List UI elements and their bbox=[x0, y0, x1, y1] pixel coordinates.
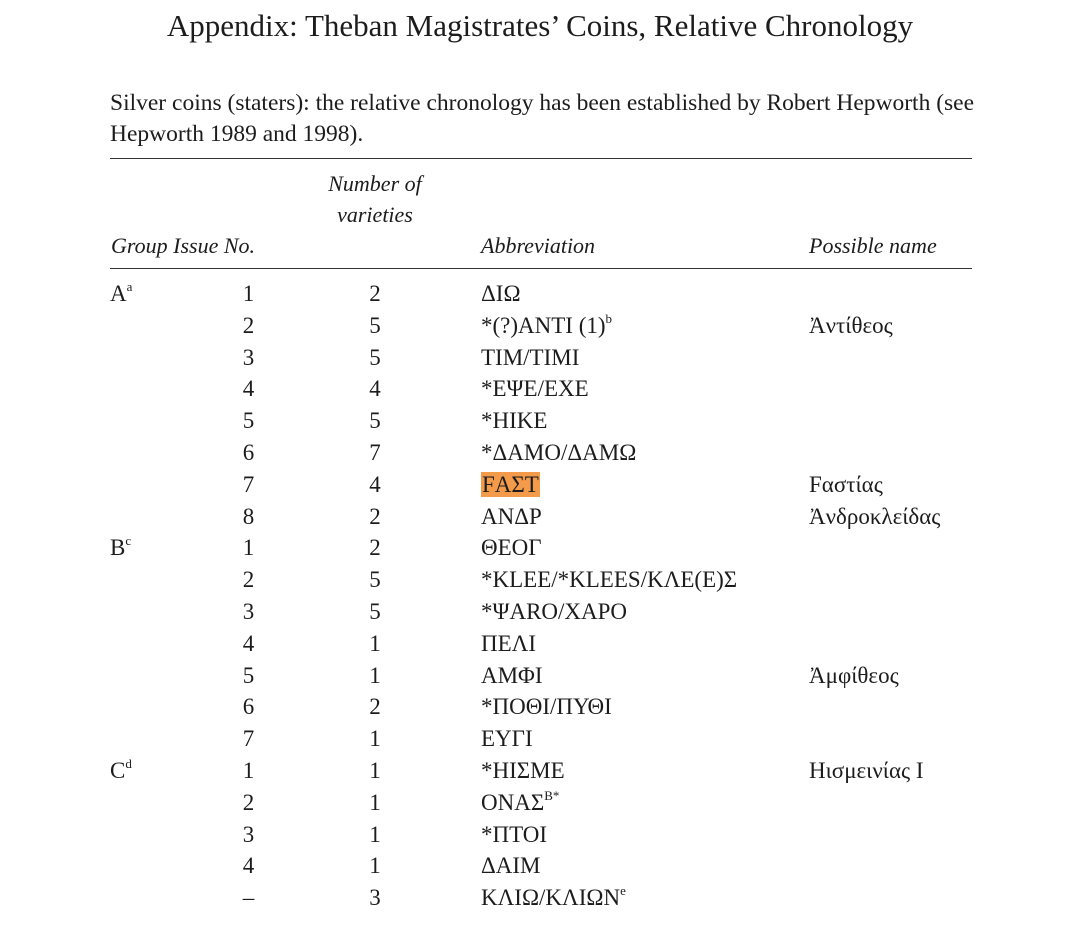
header-group-issue: Group Issue No. bbox=[111, 233, 256, 258]
varieties-count: 2 bbox=[369, 503, 381, 529]
table-row bbox=[0, 501, 1080, 533]
table-row bbox=[0, 755, 1080, 787]
abbreviation-cell bbox=[481, 691, 612, 723]
issue-number: 2 bbox=[242, 312, 255, 338]
abbreviation-text: FΑΣΤ bbox=[482, 471, 539, 497]
varieties-count: 1 bbox=[369, 821, 381, 847]
abbreviation-text: ΔΙΩ bbox=[481, 281, 521, 306]
abbreviation-cell bbox=[481, 373, 589, 405]
issue-number: 2 bbox=[242, 789, 255, 815]
table-row bbox=[0, 278, 1080, 310]
abbreviation-cell bbox=[481, 310, 612, 342]
varieties-count: 1 bbox=[369, 630, 381, 656]
issue-number: 6 bbox=[242, 694, 255, 720]
table-header-rule bbox=[110, 268, 972, 269]
table-body bbox=[0, 278, 1080, 914]
abbreviation-footnote-mark: b bbox=[605, 310, 613, 326]
table-row bbox=[0, 596, 1080, 628]
varieties-count: 3 bbox=[369, 885, 381, 911]
possible-name: Ἀνδροκλείδας bbox=[809, 503, 941, 529]
table-row bbox=[0, 532, 1080, 564]
abbreviation-text: *ΚLΕΕ/*ΚLΕΕS/ΚΛΕ(Ε)Σ bbox=[481, 567, 738, 593]
issue-number: 4 bbox=[242, 376, 255, 402]
abbreviation-cell bbox=[481, 755, 565, 787]
issue-number: 4 bbox=[242, 853, 255, 879]
group-label: B bbox=[110, 535, 126, 561]
table-row bbox=[0, 310, 1080, 342]
issue-number: 1 bbox=[242, 281, 255, 306]
varieties-count: 5 bbox=[369, 344, 381, 370]
table-row bbox=[0, 882, 1080, 914]
abbreviation-cell bbox=[481, 469, 540, 501]
issue-number: 1 bbox=[242, 757, 255, 783]
header-possible-name: Possible name bbox=[809, 233, 937, 258]
varieties-count: 7 bbox=[369, 439, 381, 465]
varieties-count: 1 bbox=[369, 726, 381, 752]
issue-number: 7 bbox=[242, 726, 255, 752]
abbreviation-text: *ΠΟΘΙ/ΠΥΘΙ bbox=[481, 694, 612, 720]
varieties-count: 5 bbox=[369, 567, 381, 593]
abbreviation-cell bbox=[481, 532, 542, 564]
issue-number: – bbox=[242, 885, 255, 911]
varieties-count: 4 bbox=[369, 376, 381, 402]
table-row bbox=[0, 564, 1080, 596]
abbreviation-cell bbox=[481, 882, 626, 914]
abbreviation-text: *ΕΨΕ/ΕΧΕ bbox=[481, 376, 589, 402]
abbreviation-footnote-mark: e bbox=[620, 883, 626, 899]
possible-name: Ἀντίθεος bbox=[809, 312, 893, 338]
varieties-count: 5 bbox=[369, 598, 381, 624]
issue-number: 5 bbox=[242, 662, 255, 688]
abbreviation-text: ΤΙΜ/ΤΙΜΙ bbox=[481, 344, 580, 370]
abbreviation-text: *ΗΙΣΜΕ bbox=[481, 757, 565, 783]
header-abbreviation: Abbreviation bbox=[481, 233, 596, 258]
abbreviation-cell bbox=[481, 787, 559, 819]
varieties-count: 5 bbox=[369, 312, 381, 338]
group-label: C bbox=[110, 757, 126, 783]
abbreviation-text: ΑΝΔΡ bbox=[481, 503, 542, 529]
issue-number: 3 bbox=[242, 344, 255, 370]
table-top-rule bbox=[110, 158, 972, 159]
abbreviation-text: ΕΥΓΙ bbox=[481, 726, 533, 752]
abbreviation-text: ΑΜΦΙ bbox=[481, 662, 543, 688]
table-row bbox=[0, 469, 1080, 501]
group-cell bbox=[110, 532, 131, 564]
abbreviation-cell bbox=[481, 819, 547, 851]
abbreviation-cell bbox=[481, 660, 543, 692]
group-cell bbox=[110, 278, 132, 310]
varieties-count: 1 bbox=[369, 789, 381, 815]
table-row bbox=[0, 342, 1080, 374]
abbreviation-text: ΔΑΙΜ bbox=[481, 853, 541, 879]
group-footnote-mark: a bbox=[126, 279, 133, 294]
page-title: Appendix: Theban Magistrates’ Coins, Relative Chronology bbox=[166, 8, 914, 43]
abbreviation-cell bbox=[481, 596, 627, 628]
abbreviation-cell bbox=[481, 342, 579, 374]
issue-number: 6 bbox=[242, 439, 255, 465]
issue-number: 8 bbox=[242, 503, 255, 529]
abbreviation-text: *(?)ΑΝΤΙ (1) bbox=[481, 312, 606, 338]
abbreviation-cell bbox=[481, 501, 542, 533]
abbreviation-text: ΟΝΑΣ bbox=[481, 789, 545, 815]
abbreviation-cell bbox=[481, 278, 521, 310]
abbreviation-text: ΘΕΟΓ bbox=[481, 535, 542, 561]
abbreviation-cell bbox=[481, 437, 636, 469]
issue-number: 4 bbox=[242, 630, 255, 656]
abbreviation-cell bbox=[481, 564, 737, 596]
table-row bbox=[0, 787, 1080, 819]
varieties-count: 1 bbox=[369, 662, 381, 688]
abbreviation-text: *ΠΤΟΙ bbox=[481, 821, 548, 847]
table-row bbox=[0, 723, 1080, 755]
abbreviation-text: *ΔΑΜΟ/ΔΑΜΩ bbox=[481, 439, 637, 465]
group-footnote-mark: d bbox=[125, 755, 132, 771]
varieties-count: 4 bbox=[369, 471, 381, 497]
varieties-count: 5 bbox=[369, 408, 381, 434]
abbreviation-text: ΚΛΙΩ/ΚΛΙΩΝ bbox=[481, 885, 621, 911]
abbreviation-text: *ΗΙΚΕ bbox=[481, 408, 548, 434]
issue-number: 3 bbox=[242, 598, 255, 624]
abbreviation-cell bbox=[481, 850, 541, 882]
group-cell bbox=[110, 755, 132, 787]
abbreviation-footnote-mark: B* bbox=[544, 787, 560, 803]
group-label: A bbox=[110, 281, 127, 306]
issue-number: 7 bbox=[242, 471, 255, 497]
table-row bbox=[0, 819, 1080, 851]
abbreviation-text: ΠΕΛΙ bbox=[481, 630, 536, 656]
varieties-count: 1 bbox=[369, 853, 381, 879]
table-row bbox=[0, 405, 1080, 437]
abbreviation-cell bbox=[481, 405, 547, 437]
abbreviation-cell bbox=[481, 628, 536, 660]
issue-number: 5 bbox=[242, 408, 255, 434]
varieties-count: 2 bbox=[369, 694, 381, 720]
varieties-count: 2 bbox=[369, 281, 381, 306]
possible-name: Ηισμεινίας Ι bbox=[809, 757, 924, 783]
table-row bbox=[0, 628, 1080, 660]
possible-name: Fαστίας bbox=[809, 471, 883, 497]
possible-name: Ἀμφίθεος bbox=[809, 662, 899, 688]
table-row bbox=[0, 691, 1080, 723]
issue-number: 2 bbox=[242, 567, 255, 593]
table-row bbox=[0, 850, 1080, 882]
table-row bbox=[0, 437, 1080, 469]
varieties-count: 1 bbox=[369, 757, 381, 783]
intro-paragraph: Silver coins (staters): the relative chronology has been established by Robert Hepworth (see Hepworth 1989 and 1998). bbox=[110, 90, 975, 147]
group-footnote-mark: c bbox=[125, 533, 132, 549]
varieties-count: 2 bbox=[369, 535, 381, 561]
table-row bbox=[0, 660, 1080, 692]
header-varieties: Number of varieties bbox=[328, 171, 422, 227]
abbreviation-text: *ΨΑRΟ/ΧΑΡΟ bbox=[481, 598, 628, 624]
table-row bbox=[0, 373, 1080, 405]
abbreviation-cell bbox=[481, 723, 533, 755]
issue-number: 3 bbox=[242, 821, 255, 847]
issue-number: 1 bbox=[242, 535, 255, 561]
